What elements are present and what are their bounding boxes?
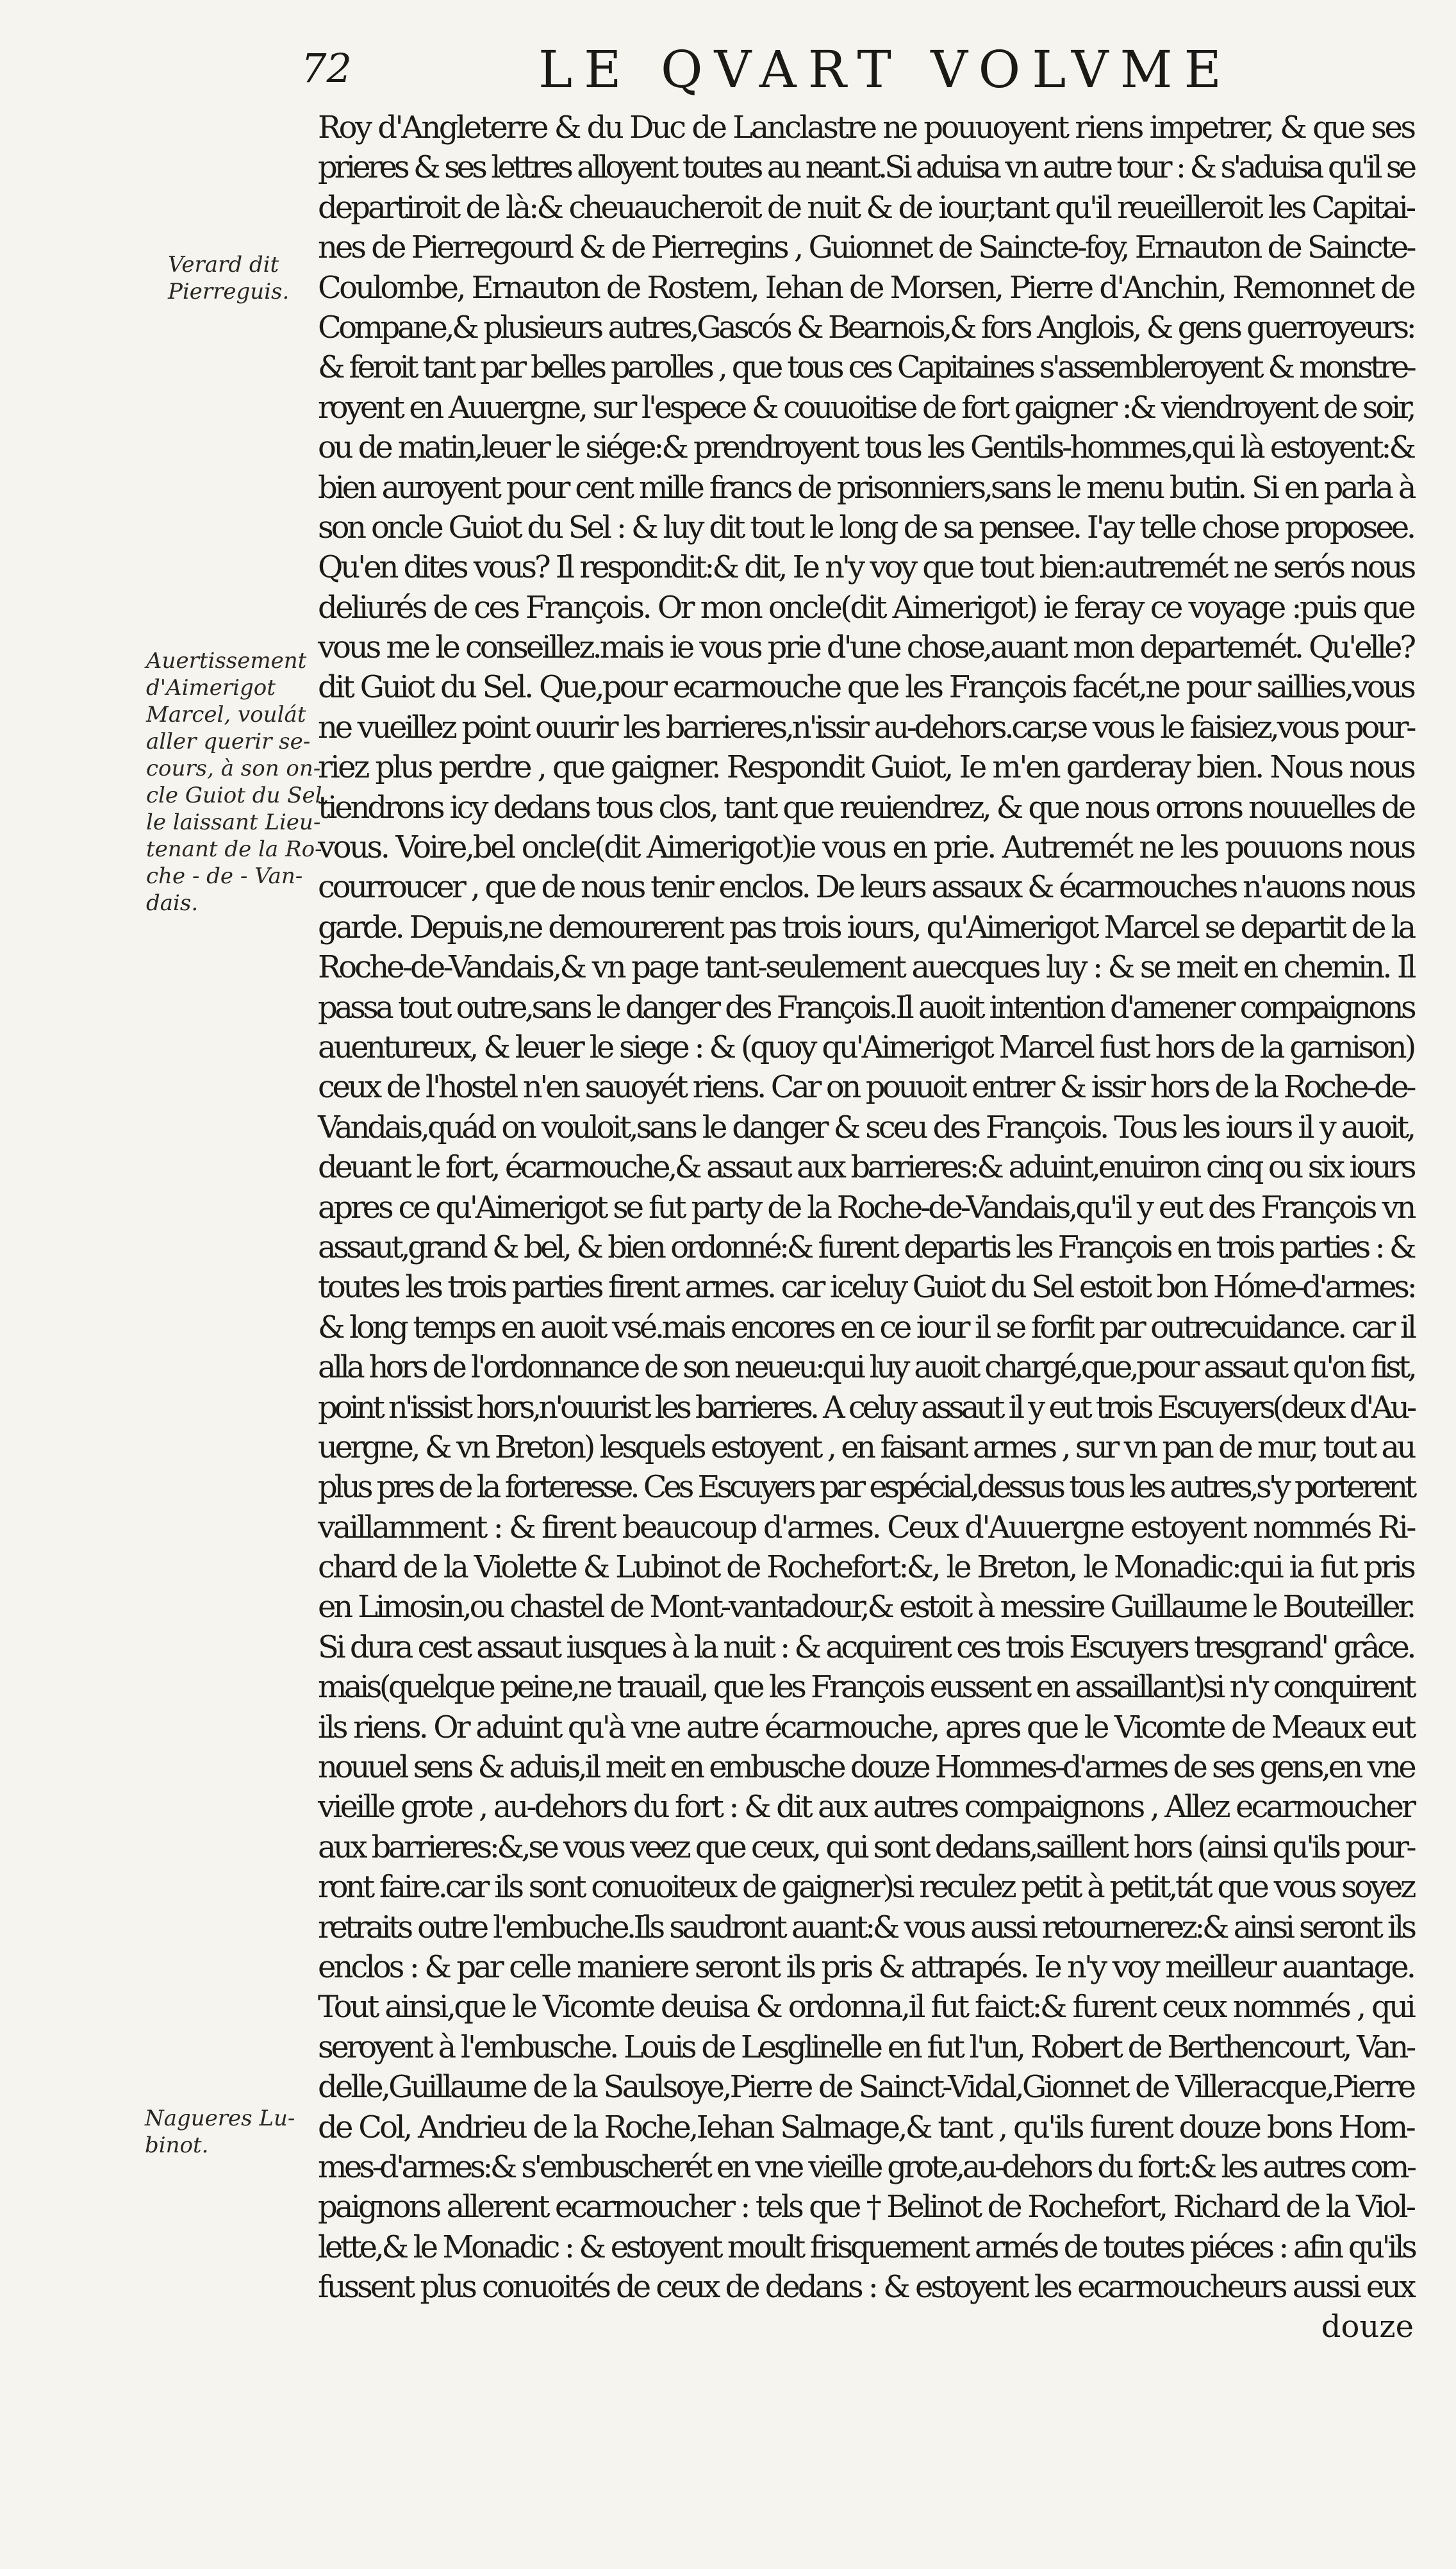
text-line: delle,Guillaume de la Saulsoye,Pierre de Sainct-Vidal,Gionnet de Villeracque,Pierre	[318, 2069, 1414, 2106]
text-line: riez plus perdre , que gaigner. Respondit Guiot, Ie m'en garderay bien. Nous nous	[318, 749, 1414, 786]
text-line: alla hors de l'ordonnance de son neueu:qui luy auoit chargé,que,pour assaut qu'on fist,	[318, 1349, 1415, 1386]
text-line: Compane,& plusieurs autres,Gascós & Bearnois,& fors Anglois, & gens guerroyeurs:	[318, 309, 1414, 345]
text-line: royent en Auuergne, sur l'espece & couuoitise de fort gaigner :& viendroyent de soir,	[318, 389, 1414, 426]
margin-note-line: cours, à son on-	[146, 756, 321, 781]
margin-note-line: Verard dit	[168, 252, 279, 278]
text-line: deuant le fort, écarmouche,& assaut aux barrieres:& aduint,enuiron cinq ou six iours	[318, 1149, 1414, 1186]
text-line: Roche-de-Vandais,& vn page tant-seulement auecques luy : & se meit en chemin. Il	[318, 949, 1414, 986]
margin-note-auertissement	[146, 647, 329, 917]
text-line: garde. Depuis,ne demourerent pas trois iours, qu'Aimerigot Marcel se departit de la	[318, 909, 1414, 945]
margin-note-line: Nagueres Lu-	[145, 2106, 295, 2131]
running-head: LE QVART VOLVME	[538, 40, 1233, 99]
text-line: de Col, Andrieu de la Roche,Iehan Salmage,& tant , qu'ils furent douze bons Hom-	[318, 2109, 1414, 2145]
margin-note-line: Marcel, voulát	[146, 702, 306, 727]
margin-note-line: aller querir se-	[146, 729, 311, 754]
text-line: en Limosin,ou chastel de Mont-vantadour,& estoit à messire Guillaume le Bouteiller.	[318, 1589, 1414, 1625]
text-line: nes de Pierregourd & de Pierregins , Guionnet de Saincte-foy, Ernauton de Saincte-	[318, 229, 1414, 266]
text-line: courroucer , que de nous tenir enclos. De leurs assaux & écarmouches n'auons nous	[318, 869, 1414, 906]
text-line: vous. Voire,bel oncle(dit Aimerigot)ie vous en prie. Autremét ne les pouuons nous	[318, 829, 1414, 866]
text-line: uergne, & vn Breton) lesquels estoyent , en faisant armes , sur vn pan de mur, tout au	[318, 1429, 1414, 1465]
text-line: nouuel sens & aduis,il meit en embusche douze Hommes-d'armes de ses gens,en vne	[318, 1749, 1414, 1786]
text-line: passa tout outre,sans le danger des François.Il auoit intention d'amener compaignons	[318, 989, 1414, 1026]
margin-note-line: tenant de la Ro-	[146, 836, 322, 862]
text-line: apres ce qu'Aimerigot se fut party de la Roche-de-Vandais,qu'il y eut des François vn	[318, 1189, 1414, 1226]
margin-note-line: dais.	[146, 890, 199, 916]
text-line: Roy d'Angleterre & du Duc de Lanclastre ne pouuoyent riens impetrer, & que ses	[318, 110, 1414, 145]
margin-note-line: Pierreguis.	[168, 279, 290, 304]
text-line: vaillamment : & firent beaucoup d'armes. Ceux d'Auuergne estoyent nommés Ri-	[318, 1509, 1415, 1545]
text-line: Qu'en dites vous? Il respondit:& dit, Ie n'y voy que tout bien:autremét ne serós nous	[318, 549, 1414, 586]
text-line: lette,& le Monadic : & estoyent moult frisquement armés de toutes piéces : afin qu'ils	[318, 2229, 1415, 2265]
margin-note-line: binot.	[145, 2133, 209, 2158]
text-line: son oncle Guiot du Sel : & luy dit tout le long de sa pensee. I'ay telle chose proposee.	[318, 509, 1414, 545]
text-line: retraits outre l'embuche.Ils saudront auant:& vous aussi retournerez:& ainsi seront ils	[318, 1909, 1414, 1945]
page-number: 72	[301, 45, 352, 92]
text-line: vieille grote , au-dehors du fort : & dit aux autres compaignons , Allez ecarmoucher	[318, 1789, 1414, 1825]
text-line: departiroit de là:& cheuaucheroit de nuit & de iour,tant qu'il reueilleroit les Capitai-	[318, 189, 1414, 226]
text-line: Tout ainsi,que le Vicomte deuisa & ordonna,il fut faict:& furent ceux nommés , qui	[318, 1989, 1414, 2025]
margin-note-line: d'Aimerigot	[146, 675, 276, 701]
text-line: ne vueillez point ouurir les barrieres,n'issir au-dehors.car,se vous le faisiez,vous pour-	[318, 709, 1414, 745]
text-line: paignons allerent ecarmoucher : tels que † Belinot de Rochefort, Richard de la Viol-	[318, 2189, 1414, 2225]
text-line: ront faire.car ils sont conuoiteux de gaigner)si reculez petit à petit,tát que vous soyez	[318, 1869, 1414, 1906]
text-line: auentureux, & leuer le siege : & (quoy qu'Aimerigot Marcel fust hors de la garnison)	[318, 1029, 1414, 1065]
text-line: deliurés de ces François. Or mon oncle(dit Aimerigot) ie feray ce voyage :puis que	[318, 589, 1414, 626]
text-line: point n'issist hors,n'ouurist les barrieres. A celuy assaut il y eut trois Escuyers(deux d'Au-	[318, 1389, 1414, 1426]
text-line: assaut,grand & bel, & bien ordonné:& furent departis les François en trois parties : &	[318, 1229, 1414, 1265]
margin-note-line: le laissant Lieu-	[146, 810, 321, 835]
text-line: bien auroyent pour cent mille francs de prisonniers,sans le menu butin. Si en parla à	[318, 469, 1414, 506]
text-line: & long temps en auoit vsé.mais encores en ce iour il se forfit par outrecuidance. car il	[318, 1309, 1414, 1345]
text-line: seroyent à l'embusche. Louis de Lesglinelle en fut l'un, Robert de Berthencourt, Van-	[318, 2029, 1414, 2065]
text-line: & feroit tant par belles parolles , que tous ces Capitaines s'assembleroyent & monstre-	[318, 349, 1414, 386]
text-line: toutes les trois parties firent armes. car iceluy Guiot du Sel estoit bon Hóme-d'armes:	[318, 1269, 1415, 1306]
margin-note-line: che - de - Van-	[146, 863, 303, 889]
text-line: dit Guiot du Sel. Que,pour ecarmouche que les François facét,ne pour saillies,vous	[318, 669, 1414, 706]
margin-note-line: cle Guiot du Sel,	[146, 783, 329, 808]
text-line: plus pres de la forteresse. Ces Escuyers par espécial,dessus tous les autres,s'y porterent	[318, 1469, 1414, 1506]
text-line: vous me le conseillez.mais ie vous prie d'une chose,auant mon departemét. Qu'elle?	[318, 629, 1414, 666]
text-line: ou de matin,leuer le siége:& prendroyent tous les Gentils-hommes,qui là estoyent:&	[318, 429, 1414, 466]
text-line: prieres & ses lettres alloyent toutes au neant.Si aduisa vn autre tour : & s'aduisa qu'il se	[318, 149, 1414, 186]
margin-note-verard	[168, 251, 289, 305]
text-line: tiendrons icy dedans tous clos, tant que reuiendrez, & que nous orrons nouuelles de	[318, 789, 1414, 826]
text-line: ils riens. Or aduint qu'à vne autre écarmouche, apres que le Vicomte de Meaux eut	[318, 1709, 1414, 1745]
text-line: chard de la Violette & Lubinot de Rochefort:&, le Breton, le Monadic:qui ia fut pris	[318, 1549, 1414, 1586]
text-line: Coulombe, Ernauton de Rostem, Iehan de Morsen, Pierre d'Anchin, Remonnet de	[318, 269, 1414, 306]
text-line: fussent plus conuoités de ceux de dedans : & estoyent les ecarmoucheurs aussi eux	[318, 2269, 1414, 2306]
text-line: mais(quelque peine,ne trauail, que les François eussent en assaillant)si n'y conquirent	[318, 1669, 1414, 1706]
body-text	[318, 108, 1414, 2347]
text-line: enclos : & par celle maniere seront ils pris & attrapés. Ie n'y voy meilleur auantage.	[318, 1949, 1414, 1985]
text-line: ceux de l'hostel n'en sauoyét riens. Car on pouuoit entrer & issir hors de la Roche-de-	[318, 1069, 1414, 1106]
margin-note-nagueres	[145, 2105, 295, 2159]
text-line: mes-d'armes:& s'embuscherét en vne vieille grote,au-dehors du fort:& les autres com-	[318, 2149, 1414, 2185]
text-line: aux barrieres:&,se vous veez que ceux, qui sont dedans,saillent hors (ainsi qu'ils pour-	[318, 1829, 1414, 1865]
margin-note-line: Auertissement	[146, 648, 307, 674]
text-line: douze	[1321, 2309, 1414, 2345]
text-line: Si dura cest assaut iusques à la nuit : & acquirent ces trois Escuyers tresgrand' grâce.	[318, 1629, 1414, 1665]
text-line: Vandais,quád on vouloit,sans le danger & sceu des François. Tous les iours il y auoit,	[318, 1109, 1414, 1145]
